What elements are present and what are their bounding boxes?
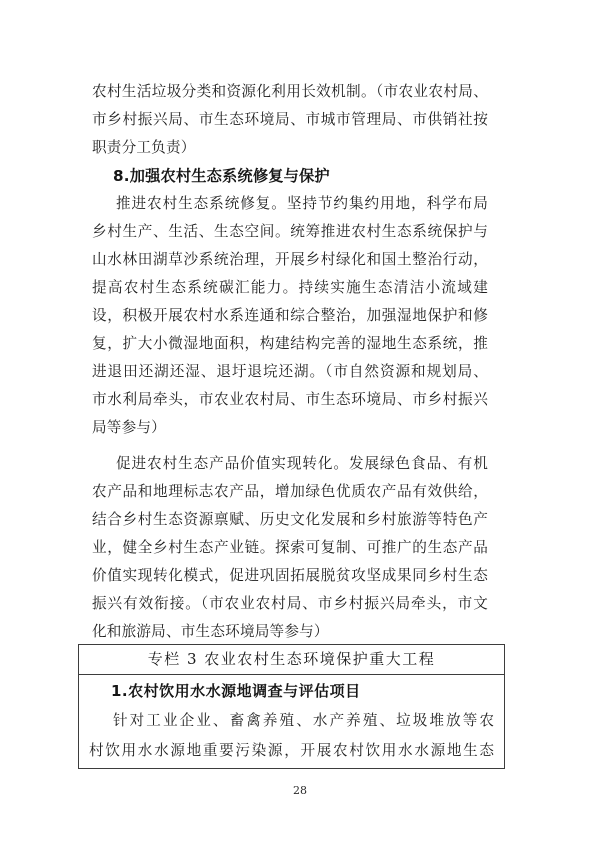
text-line: 市水利局牵头，市农业农村局、市生态环境局、市乡村振兴 xyxy=(92,391,488,408)
text-line: 针对工业企业、畜禽养殖、水产养殖、垃圾堆放等农 xyxy=(113,712,494,729)
text-line: 农产品和地理标志农产品，增加绿色优质农产品有效供给， xyxy=(92,483,488,500)
text-line: 结合乡村生态资源禀赋、历史文化发展和乡村旅游等特色产 xyxy=(92,511,488,528)
text-line: 价值实现转化模式，促进巩固拓展脱贫攻坚成果同乡村生态 xyxy=(92,567,488,584)
text-line: 职责分工负责） xyxy=(92,139,196,156)
page-number: 28 xyxy=(293,784,307,797)
text-line: 化和旅游局、市生态环境局等参与） xyxy=(92,623,329,640)
feature-box-column3 xyxy=(78,644,505,769)
text-line: 进退田还湖还湿、退圩退垸还湖。（市自然资源和规划局、 xyxy=(92,363,488,380)
text-line: 振兴有效衔接。（市农业农村局、市乡村振兴局牵头，市文 xyxy=(92,595,488,612)
text-line: 局等参与） xyxy=(92,419,166,436)
feature-box-header: 专栏 3 农业农村生态环境保护重大工程 xyxy=(79,645,504,675)
text-line: 推进农村生态系统修复。坚持节约集约用地，科学布局 xyxy=(116,195,488,212)
feature-box-item-title: 1.农村饮用水水源地调查与评估项目 xyxy=(111,682,361,700)
text-line: 乡村生产、生活、生态空间。统筹推进农村生态系统保护与 xyxy=(92,223,488,240)
text-line: 提高农村生态系统碳汇能力。持续实施生态清洁小流域建 xyxy=(92,279,488,296)
text-line: 业，健全乡村生态产业链。探索可复制、可推广的生态产品 xyxy=(92,539,488,556)
text-line: 村饮用水水源地重要污染源，开展农村饮用水水源地生态 xyxy=(89,742,494,759)
text-line: 市乡村振兴局、市生态环境局、市城市管理局、市供销社按 xyxy=(92,111,488,128)
text-line: 农村生活垃圾分类和资源化利用长效机制。（市农业农村局、 xyxy=(92,83,488,100)
text-line: 山水林田湖草沙系统治理，开展乡村绿化和国土整治行动， xyxy=(92,251,488,268)
feature-box-body xyxy=(79,675,504,768)
section-heading: 8.加强农村生态系统修复与保护 xyxy=(113,167,330,185)
text-line: 复，扩大小微湿地面积，构建结构完善的湿地生态系统，推 xyxy=(92,335,488,352)
text-line: 设，积极开展农村水系连通和综合整治，加强湿地保护和修 xyxy=(92,307,488,324)
body-text-block xyxy=(92,78,488,646)
text-line: 促进农村生态产品价值实现转化。发展绿色食品、有机 xyxy=(116,455,488,472)
